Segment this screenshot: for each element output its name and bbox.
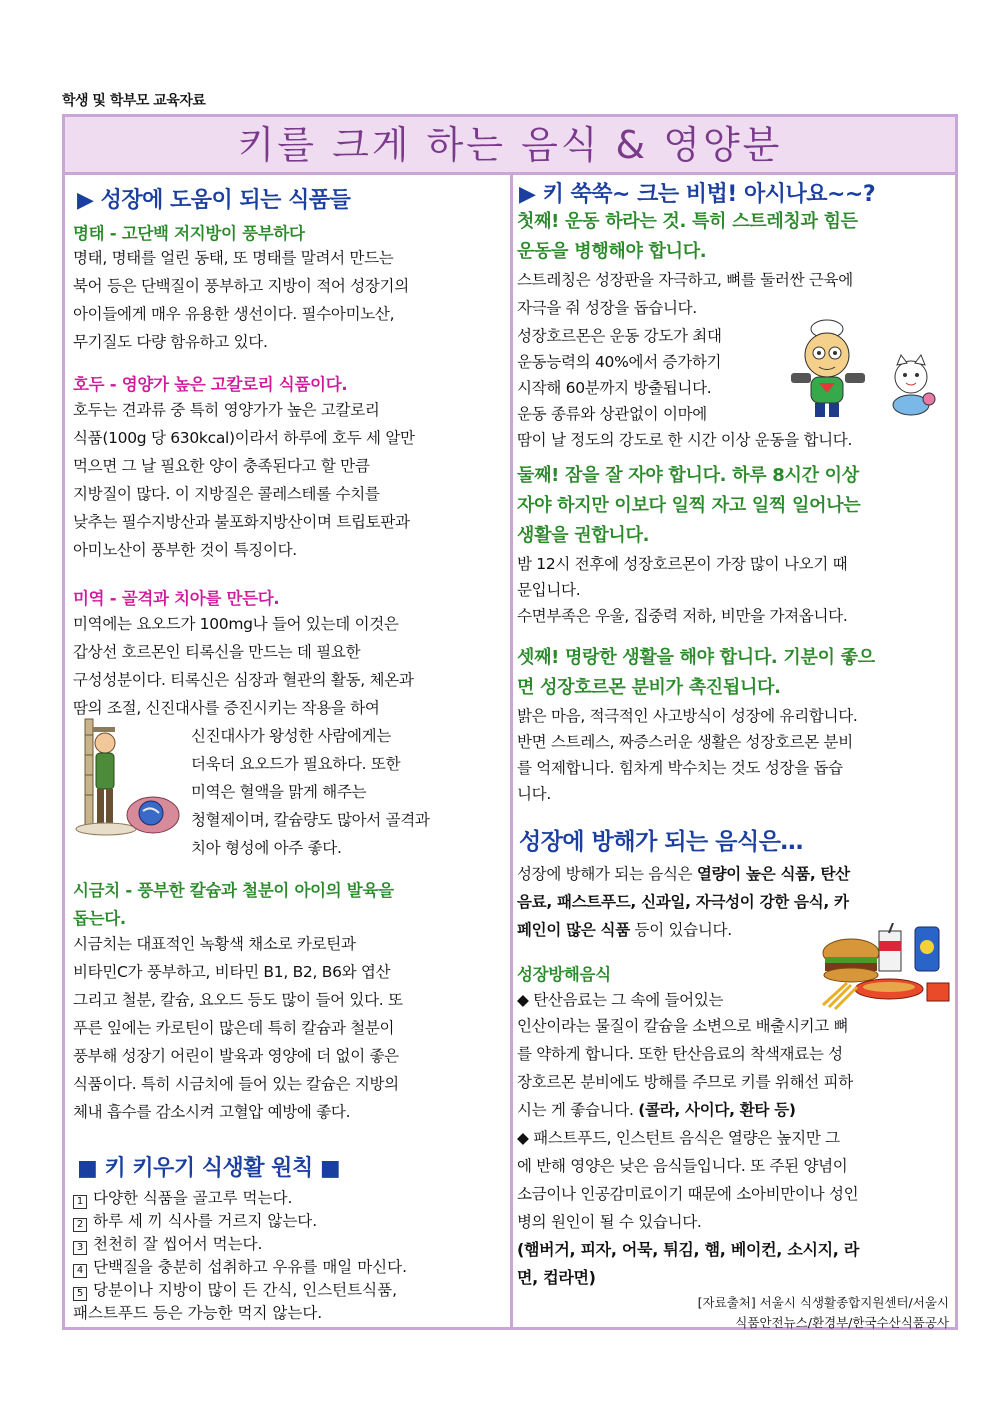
spinach-line: 체내 흡수를 감소시켜 고혈압 예방에 좋다. <box>73 1103 351 1121</box>
seaweed-line: 미역은 혈액을 맑게 해주는 <box>191 783 367 801</box>
first-line: 자극을 줘 성장을 돕습니다. <box>517 299 697 317</box>
seaweed-line: 치아 형성에 아주 좋다. <box>191 839 342 857</box>
fastfood-examples: (햄버거, 피자, 어묵, 튀김, 햄, 베이컨, 소시지, 라 <box>517 1240 860 1259</box>
first-line: 시작해 60분까지 방출됩니다. <box>517 379 712 397</box>
myeongtae-line: 무기질도 다량 함유하고 있다. <box>73 333 268 351</box>
source-citation: [자료출처] 서울시 식생활종합지원센터/서울시 <box>697 1295 949 1310</box>
seaweed-line: 더욱더 요오드가 필요하다. 또한 <box>191 755 401 773</box>
soda-line: ◆ 탄산음료는 그 속에 들어있는 <box>517 991 724 1009</box>
rule-number: 2 <box>73 1218 87 1232</box>
third-line: 밝은 마음, 적극적인 사고방식이 성장에 유리합니다. <box>517 707 858 725</box>
myeongtae-line: 명태, 명태를 얼린 동태, 또 명태를 말려서 만드는 <box>73 249 394 267</box>
third-line: 반면 스트레스, 짜증스러운 생활은 성장호르몬 분비 <box>517 733 853 751</box>
rule-number: 4 <box>73 1264 87 1278</box>
myeongtae-line: 북어 등은 단백질이 풍부하고 지방이 적어 성장기의 <box>73 277 409 295</box>
spinach-line: 식품이다. 특히 시금치에 들어 있는 칼슘은 지방의 <box>73 1075 399 1093</box>
fastfood-illustration <box>817 923 953 1013</box>
myeongtae-heading: 명태 - 고단백 저지방이 풍부하다 <box>73 224 305 243</box>
column-divider <box>510 175 513 1327</box>
walnut-line: 지방질이 많다. 이 지방질은 콜레스테롤 수치를 <box>73 485 380 503</box>
fastfood-line: 소금이나 인공감미료이기 때문에 소아비만이나 성인 <box>517 1185 859 1203</box>
second-line: 수면부족은 우울, 집중력 저하, 비만을 가져옵니다. <box>517 607 848 625</box>
soda-line: 장호르몬 분비에도 방해를 주므로 키를 위해선 피하 <box>517 1073 853 1091</box>
spinach-line: 그리고 철분, 칼슘, 요오드 등도 많이 들어 있다. 또 <box>73 991 403 1009</box>
first-heading-cont: 운동을 병행해야 합니다. <box>517 241 707 262</box>
second-heading-cont: 생활을 권합니다. <box>517 525 650 546</box>
first-line: 운동능력의 40%에서 증가하기 <box>517 353 722 371</box>
spinach-line: 비타민C가 풍부하고, 비타민 B1, B2, B6와 엽산 <box>73 963 391 981</box>
exercise-illustration <box>789 315 949 425</box>
rule-item: 2 하루 세 끼 식사를 거르지 않는다. <box>73 1210 317 1232</box>
third-line: 를 억제합니다. 힘차게 박수치는 것도 성장을 돕습 <box>517 759 843 777</box>
source-citation-cont: 식품안전뉴스/환경부/한국수산식품공사 <box>735 1315 949 1330</box>
third-heading: 셋째! 명랑한 생활을 해야 합니다. 기분이 좋으 <box>517 647 875 668</box>
soda-line: 인산이라는 물질이 칼슘을 소변으로 배출시키고 뼈 <box>517 1017 849 1035</box>
seaweed-line: 신진대사가 왕성한 사람에게는 <box>191 727 392 745</box>
rule-number: 3 <box>73 1241 87 1255</box>
harm-subheading: 성장방해음식 <box>517 965 611 984</box>
walnut-line: 식품(100g 당 630kcal)이라서 하루에 호두 세 알만 <box>73 429 415 447</box>
third-heading-cont: 면 성장호르몬 분비가 촉진됩니다. <box>517 677 781 698</box>
spinach-line: 풍부해 성장기 어린이 발육과 영양에 더 없이 좋은 <box>73 1047 399 1065</box>
seaweed-line: 미역에는 요오드가 100mg나 들어 있는데 이것은 <box>73 615 399 633</box>
walnut-line: 호두는 견과류 중 특히 영양가가 높은 고칼로리 <box>73 401 380 419</box>
first-heading: 첫째! 운동 하라는 것. 특히 스트레칭과 힘든 <box>517 211 858 232</box>
myeongtae-line: 아이들에게 매우 유용한 생선이다. 필수아미노산, <box>73 305 395 323</box>
harm-intro-line: 페인이 많은 식품 등이 있습니다. <box>517 921 732 939</box>
height-scale-illustration <box>71 715 186 845</box>
spinach-line: 시금치는 대표적인 녹황색 채소로 카로틴과 <box>73 935 356 953</box>
walnut-line: 먹으면 그 날 필요한 양이 충족된다고 할 만큼 <box>73 457 370 475</box>
second-heading-cont: 자야 하지만 이보다 일찍 자고 일찍 일어나는 <box>517 495 861 516</box>
walnut-line: 낮추는 필수지방산과 불포화지방산이며 트립토판과 <box>73 513 410 531</box>
first-line: 운동 종류와 상관없이 이마에 <box>517 405 707 423</box>
rule-item: 4 단백질을 충분히 섭취하고 우유를 매일 마신다. <box>73 1256 407 1278</box>
page-title: 키를 크게 하는 음식 & 영양분 <box>65 117 955 175</box>
harm-title: 성장에 방해가 되는 음식은… <box>519 829 803 855</box>
second-heading: 둘째! 잠을 잘 자야 합니다. 하루 8시간 이상 <box>517 465 859 486</box>
rule-item: 3 천천히 잘 씹어서 먹는다. <box>73 1233 262 1255</box>
fastfood-line: ◆ 패스트푸드, 인스턴트 음식은 열량은 높지만 그 <box>517 1129 840 1147</box>
seaweed-line: 청혈제이며, 칼슘량도 많아서 골격과 <box>191 811 430 829</box>
fastfood-line: 병의 원인이 될 수 있습니다. <box>517 1213 702 1231</box>
document-frame <box>62 114 958 1330</box>
first-line: 성장호르몬은 운동 강도가 최대 <box>517 327 722 345</box>
harm-intro-line: 성장에 방해가 되는 음식은 열량이 높은 식품, 탄산 <box>517 865 850 883</box>
seaweed-heading: 미역 - 골격과 치아를 만든다. <box>73 589 280 608</box>
fastfood-examples-cont: 면, 컵라면) <box>517 1268 596 1287</box>
soda-line: 시는 게 좋습니다. (콜라, 사이다, 환타 등) <box>517 1101 796 1119</box>
top-label: 학생 및 학부모 교육자료 <box>62 93 206 109</box>
seaweed-line: 구성성분이다. 티록신은 심장과 혈관의 활동, 체온과 <box>73 671 414 689</box>
section-title-helpful-foods: ▶ 성장에 도움이 되는 식품들 <box>77 188 351 213</box>
section-title-secrets: ▶ 키 쑥쑥~ 크는 비법! 아시나요~~? <box>519 182 876 207</box>
rules-title: ■ 키 키우기 식생활 원칙 ■ <box>77 1156 341 1181</box>
first-line: 스트레칭은 성장판을 자극하고, 뼈를 둘러싼 근육에 <box>517 271 853 289</box>
walnut-heading: 호두 - 영양가 높은 고칼로리 식품이다. <box>73 375 348 394</box>
second-line: 밤 12시 전후에 성장호르몬이 가장 많이 나오기 때 <box>517 555 848 573</box>
second-line: 문입니다. <box>517 581 581 599</box>
spinach-heading-cont: 돕는다. <box>73 909 126 928</box>
rule-item: 1 다양한 식품을 골고루 먹는다. <box>73 1187 292 1209</box>
walnut-line: 아미노산이 풍부한 것이 특징이다. <box>73 541 297 559</box>
soda-line: 를 약하게 합니다. 또한 탄산음료의 착색재료는 성 <box>517 1045 843 1063</box>
fastfood-line: 에 반해 영양은 낮은 음식들입니다. 또 주된 양념이 <box>517 1157 848 1175</box>
harm-intro-line: 음료, 패스트푸드, 신과일, 자극성이 강한 음식, 카 <box>517 893 849 911</box>
rule-item-cont: 패스트푸드 등은 가능한 먹지 않는다. <box>73 1304 323 1322</box>
seaweed-line: 갑상선 호르몬인 티록신을 만드는 데 필요한 <box>73 643 361 661</box>
spinach-line: 푸른 잎에는 카로틴이 많은데 특히 칼슘과 철분이 <box>73 1019 395 1037</box>
rule-number: 1 <box>73 1195 87 1209</box>
spinach-heading: 시금치 - 풍부한 칼슘과 철분이 아이의 발육을 <box>73 881 394 900</box>
rule-item: 5 당분이나 지방이 많이 든 간식, 인스턴트식품, <box>73 1279 397 1301</box>
first-line: 땀이 날 정도의 강도로 한 시간 이상 운동을 합니다. <box>517 431 853 449</box>
rule-number: 5 <box>73 1287 87 1301</box>
third-line: 니다. <box>517 785 551 803</box>
seaweed-line: 땀의 조절, 신진대사를 증진시키는 작용을 하여 <box>73 699 380 717</box>
